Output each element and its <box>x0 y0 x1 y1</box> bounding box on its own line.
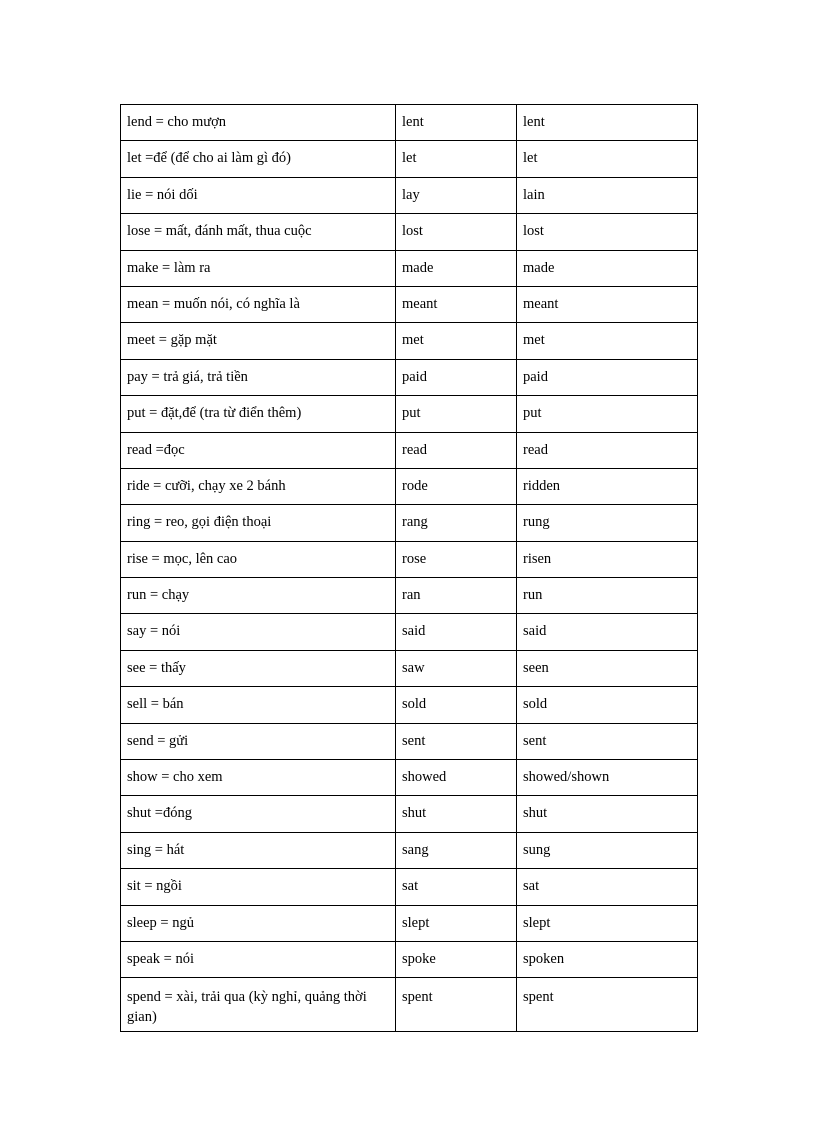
past-participle-cell: let <box>517 141 698 177</box>
past-simple-cell: lent <box>396 105 517 141</box>
past-simple-cell: rode <box>396 468 517 504</box>
past-participle-cell: sat <box>517 869 698 905</box>
base-form-cell: sing = hát <box>121 832 396 868</box>
table-row <box>121 432 698 468</box>
base-form-cell: say = nói <box>121 614 396 650</box>
table-row <box>121 760 698 796</box>
past-simple-cell: rang <box>396 505 517 541</box>
table-row <box>121 323 698 359</box>
past-simple-cell: sent <box>396 723 517 759</box>
past-participle-cell: meant <box>517 286 698 322</box>
past-simple-cell: ran <box>396 578 517 614</box>
table-row <box>121 723 698 759</box>
past-simple-cell: paid <box>396 359 517 395</box>
base-form-cell: see = thấy <box>121 650 396 686</box>
past-simple-cell: made <box>396 250 517 286</box>
past-participle-cell: read <box>517 432 698 468</box>
past-simple-cell: lay <box>396 177 517 213</box>
past-participle-cell: lain <box>517 177 698 213</box>
base-form-cell: lose = mất, đánh mất, thua cuộc <box>121 214 396 250</box>
table-row <box>121 541 698 577</box>
base-form-cell: sit = ngồi <box>121 869 396 905</box>
base-form-cell: ring = reo, gọi điện thoại <box>121 505 396 541</box>
table-row <box>121 105 698 141</box>
table-row <box>121 286 698 322</box>
past-participle-cell: seen <box>517 650 698 686</box>
past-simple-cell: slept <box>396 905 517 941</box>
past-participle-cell: said <box>517 614 698 650</box>
past-participle-cell: run <box>517 578 698 614</box>
past-participle-cell: risen <box>517 541 698 577</box>
past-simple-cell: let <box>396 141 517 177</box>
irregular-verbs-table-body <box>121 105 698 1032</box>
base-form-cell: show = cho xem <box>121 760 396 796</box>
irregular-verbs-table <box>120 104 698 1032</box>
past-participle-cell: put <box>517 396 698 432</box>
past-participle-cell: showed/shown <box>517 760 698 796</box>
base-form-cell: speak = nói <box>121 941 396 977</box>
past-simple-cell: put <box>396 396 517 432</box>
table-row <box>121 468 698 504</box>
past-simple-cell: read <box>396 432 517 468</box>
past-participle-cell: met <box>517 323 698 359</box>
past-participle-cell: shut <box>517 796 698 832</box>
table-row <box>121 978 698 1032</box>
past-participle-cell: spoken <box>517 941 698 977</box>
table-row <box>121 796 698 832</box>
base-form-cell: pay = trả giá, trả tiền <box>121 359 396 395</box>
past-simple-cell: sold <box>396 687 517 723</box>
base-form-cell: let =để (để cho ai làm gì đó) <box>121 141 396 177</box>
table-row <box>121 578 698 614</box>
past-participle-cell: slept <box>517 905 698 941</box>
table-row <box>121 905 698 941</box>
base-form-cell: sell = bán <box>121 687 396 723</box>
table-row <box>121 614 698 650</box>
past-simple-cell: spoke <box>396 941 517 977</box>
past-simple-cell: spent <box>396 978 517 1032</box>
base-form-cell: read =đọc <box>121 432 396 468</box>
past-participle-cell: lost <box>517 214 698 250</box>
past-participle-cell: sung <box>517 832 698 868</box>
past-simple-cell: said <box>396 614 517 650</box>
table-row <box>121 869 698 905</box>
past-participle-cell: paid <box>517 359 698 395</box>
past-participle-cell: spent <box>517 978 698 1032</box>
past-participle-cell: rung <box>517 505 698 541</box>
base-form-cell: ride = cưỡi, chạy xe 2 bánh <box>121 468 396 504</box>
base-form-cell: lie = nói dối <box>121 177 396 213</box>
base-form-cell: put = đặt,để (tra từ điển thêm) <box>121 396 396 432</box>
base-form-cell: shut =đóng <box>121 796 396 832</box>
past-simple-cell: lost <box>396 214 517 250</box>
table-row <box>121 650 698 686</box>
past-simple-cell: showed <box>396 760 517 796</box>
table-row <box>121 505 698 541</box>
past-simple-cell: saw <box>396 650 517 686</box>
base-form-cell: lend = cho mượn <box>121 105 396 141</box>
table-row <box>121 832 698 868</box>
base-form-cell: mean = muốn nói, có nghĩa là <box>121 286 396 322</box>
past-simple-cell: shut <box>396 796 517 832</box>
past-participle-cell: made <box>517 250 698 286</box>
past-simple-cell: rose <box>396 541 517 577</box>
table-row <box>121 687 698 723</box>
table-row <box>121 359 698 395</box>
table-row <box>121 141 698 177</box>
base-form-cell: make = làm ra <box>121 250 396 286</box>
table-row <box>121 177 698 213</box>
base-form-cell: send = gửi <box>121 723 396 759</box>
base-form-cell: rise = mọc, lên cao <box>121 541 396 577</box>
past-simple-cell: meant <box>396 286 517 322</box>
base-form-cell: meet = gặp mặt <box>121 323 396 359</box>
base-form-cell: sleep = ngủ <box>121 905 396 941</box>
past-simple-cell: met <box>396 323 517 359</box>
past-participle-cell: lent <box>517 105 698 141</box>
table-row <box>121 214 698 250</box>
past-simple-cell: sang <box>396 832 517 868</box>
base-form-cell: spend = xài, trải qua (kỳ nghỉ, quảng thời gian) <box>121 978 396 1032</box>
past-participle-cell: ridden <box>517 468 698 504</box>
past-simple-cell: sat <box>396 869 517 905</box>
table-row <box>121 396 698 432</box>
table-row <box>121 941 698 977</box>
table-row <box>121 250 698 286</box>
past-participle-cell: sold <box>517 687 698 723</box>
past-participle-cell: sent <box>517 723 698 759</box>
base-form-cell: run = chạy <box>121 578 396 614</box>
